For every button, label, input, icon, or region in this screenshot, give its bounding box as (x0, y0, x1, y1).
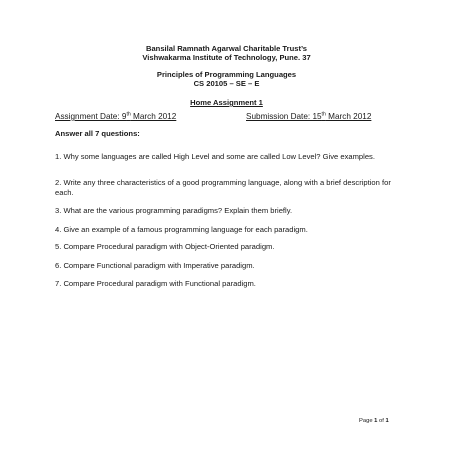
assignment-title: Home Assignment 1 (190, 98, 263, 107)
question-3: 3. What are the various programming paradigms? Explain them briefly. (55, 206, 293, 215)
submission-date (246, 112, 371, 121)
assignment-date-suffix: th (126, 111, 131, 118)
institution-header (0, 44, 453, 63)
submission-date-label: Submission Date: 15 (246, 112, 322, 121)
assignment-date (55, 112, 176, 121)
page-word: Page (359, 418, 373, 424)
instructions: Answer all 7 questions: (55, 129, 140, 138)
institute-name: Vishwakarma Institute of Technology, Pune. 37 (142, 53, 311, 63)
submission-date-suffix: th (321, 111, 326, 118)
page-current: 1 (374, 418, 378, 424)
page-total: 1 (385, 418, 389, 424)
question-2: 2. Write any three characteristics of a good programming language, along with a brief description for each. (55, 178, 391, 197)
submission-date-rest: March 2012 (325, 112, 372, 121)
assignment-date-rest: March 2012 (130, 112, 177, 121)
question-4: 4. Give an example of a famous programming language for each paradigm. (55, 225, 308, 234)
course-header (0, 70, 453, 89)
course-code: CS 20105 – SE – E (193, 79, 260, 89)
trust-name: Bansilal Ramnath Agarwal Charitable Trust’s (145, 44, 308, 53)
question-6: 6. Compare Functional paradigm with Imperative paradigm. (55, 261, 255, 270)
course-name: Principles of Programming Languages (156, 70, 297, 79)
question-1: 1. Why some languages are called High Level and some are called Low Level? Give examples. (55, 152, 375, 161)
page-footer (359, 418, 389, 424)
question-5: 5. Compare Procedural paradigm with Object-Oriented paradigm. (55, 242, 275, 251)
assignment-date-label: Assignment Date: 9 (55, 112, 127, 121)
question-7: 7. Compare Procedural paradigm with Functional paradigm. (55, 279, 256, 288)
of-word: of (379, 418, 384, 424)
